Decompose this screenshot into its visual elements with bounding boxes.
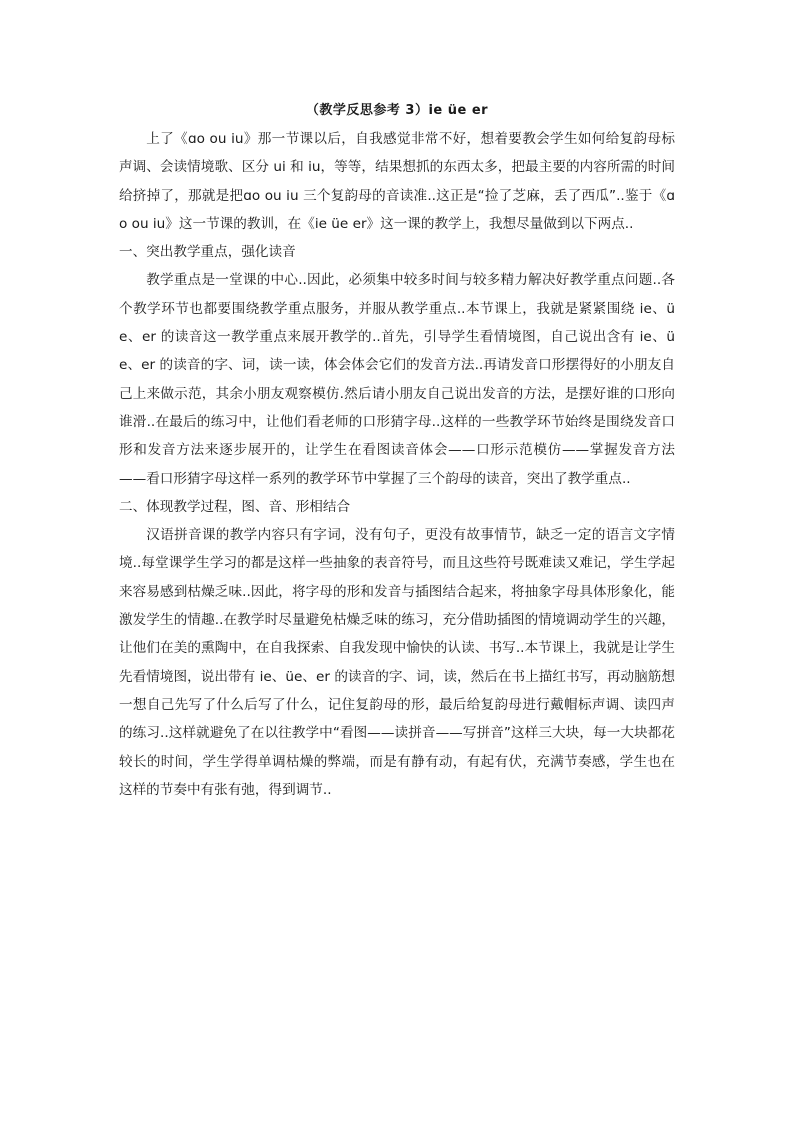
section-heading-2: 二、体现教学过程，图、音、形相结合 bbox=[119, 498, 351, 515]
document-page bbox=[119, 97, 675, 804]
section-heading-1: 一、突出教学重点，强化读音 bbox=[119, 244, 296, 261]
section-1-paragraph: 教学重点是一堂课的中心..因此，必须集中较多时间与较多精力解决好教学重点问题..各个教学环节也都要围绕教学重点服务，并服从教学重点..本节课上，我就是紧紧围绕 ie、üe、er 的读音这一教学重点来展开教学的..首先，引导学生看情境图，自己说出含有 ie、üe、er 的读音的字、词，读一读，体会体会它们的发音方法..再请发音口形摆得好的小朋友自己上来做示范，其余小朋友观察模仿.然后请小朋友自己说出发音的方法，是摆好谁的口形向谁滑..在最后的练习中，让他们看老师的口形猜字母..这样的一些教学环节始终是围绕发音口形和发音方法来逐步展开的，让学生在看图读音体会——口形示范模仿——掌握发音方法——看口形猜字母这样一系列的教学环节中掌握了三个韵母的读音，突出了教学重点.. bbox=[119, 272, 675, 487]
section-2-paragraph: 汉语拼音课的教学内容只有字词，没有句子，更没有故事情节，缺乏一定的语言文字情境..每堂课学生学习的都是这样一些抽象的表音符号，而且这些符号既难读又难记，学生学起来容易感到枯燥乏味..因此，将字母的形和发音与插图结合起来，将抽象字母具体形象化，能激发学生的情趣..在教学时尽量避免枯燥乏味的练习，充分借助插图的情境调动学生的兴趣，让他们在美的熏陶中，在自我探索、自我发现中愉快的认读、书写..本节课上，我就是让学生先看情境图，说出带有 ie、üe、er 的读音的字、词，读，然后在书上描红书写，再动脑筋想一想自己先写了什么后写了什么，记住复韵母的形，最后给复韵母进行戴帽标声调、读四声的练习..这样就避免了在以往教学中“看图——读拼音——写拼音”这样三大块，每一大块都花较长的时间，学生学得单调枯燥的弊端，而是有静有动，有起有伏，充满节奏感，学生也在这样的节奏中有张有弛，得到调节.. bbox=[119, 527, 675, 798]
intro-paragraph: 上了《ɑo ou iu》那一节课以后，自我感觉非常不好，想着要教会学生如何给复韵母标声调、会读情境歌、区分 ui 和 iu，等等，结果想抓的东西太多，把最主要的内容所需的时间给挤掉了，那就是把ɑo ou iu 三个复韵母的音读准..这正是“捡了芝麻，丢了西瓜”..鉴于《ɑo ou iu》这一节课的教训，在《ie üe er》这一课的教学上，我想尽量做到以下两点.. bbox=[119, 131, 675, 232]
document-title: （教学反思参考 3）ie üe er bbox=[305, 103, 489, 118]
